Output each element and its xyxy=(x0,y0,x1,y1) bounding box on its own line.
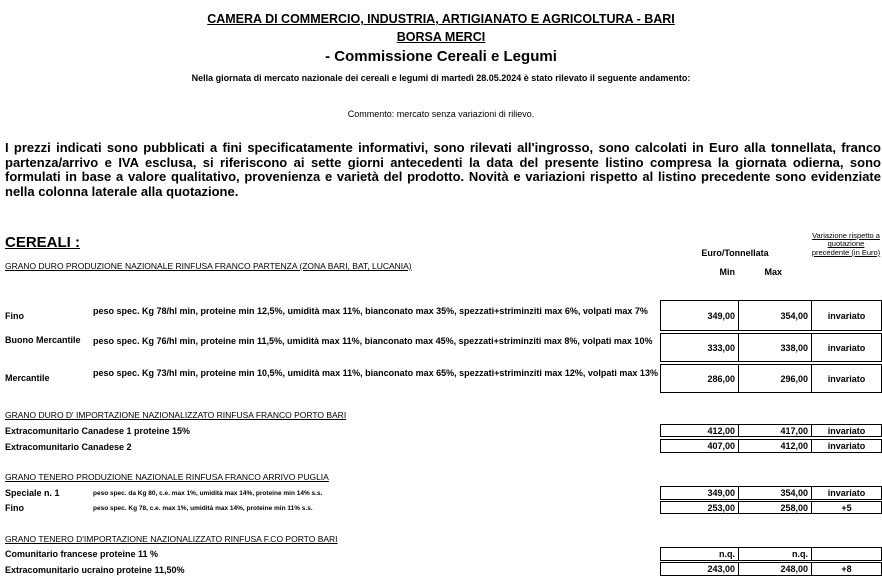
price-variation: invariato xyxy=(811,333,882,362)
section-title-durum-import: GRANO DURO D' IMPORTAZIONE NAZIONALIZZATO RINFUSA FRANCO PORTO BARI xyxy=(5,410,347,420)
price-variation: invariato xyxy=(811,364,882,393)
price-min: 349,00 xyxy=(660,486,738,500)
row-label: Comunitario francese proteine 11 % xyxy=(5,549,159,559)
row-description: peso spec. Kg 73/hl min, proteine min 10,5%, umidità max 11%, bianconato max 65%, spezzati+striminziti max 12%, volpati max 13% xyxy=(93,368,658,378)
variation-header: Variazione rispetto a quotazione precedente (in Euro) xyxy=(811,231,881,257)
row-description: peso spec. da Kg 80, c.e. max 1%, umidità max 14%, proteine min 14% s.s. xyxy=(93,490,323,497)
row-label: Speciale n. 1 xyxy=(5,488,60,498)
section-title-soft-national: GRANO TENERO PRODUZIONE NAZIONALE RINFUSA FRANCO ARRIVO PUGLIA xyxy=(5,472,329,482)
price-min: n.q. xyxy=(660,547,738,561)
price-variation: +8 xyxy=(811,562,882,576)
price-min: 333,00 xyxy=(660,333,738,362)
intro-paragraph: I prezzi indicati sono pubblicati a fini specificatamente informativi, sono rilevati all'ingrosso, sono calcolati in Euro alla tonnellata, franco partenza/arrivo e IVA esclusa, si riferiscono ai sette giorni antecedenti la data del presente listino compresa la giornata odierna, sono formulati in base a valore qualitativo, provenienza e varietà del prodotto. Novità e variazioni rispetto al listino precedente sono evidenziate nella colonna laterale alla quotazione. xyxy=(5,140,881,199)
chamber-title: CAMERA DI COMMERCIO, INDUSTRIA, ARTIGIANATO E AGRICOLTURA - BARI xyxy=(207,12,675,26)
price-min: 253,00 xyxy=(660,501,738,514)
unit-header: Euro/Tonnellata xyxy=(701,248,769,258)
section-title-soft-import: GRANO TENERO D'IMPORTAZIONE NAZIONALIZZATO RINFUSA F.CO PORTO BARI xyxy=(5,534,338,544)
row-label: Extracomunitario Canadese 1 proteine 15% xyxy=(5,426,191,436)
price-min: 286,00 xyxy=(660,364,738,393)
row-label: Extracomunitario Canadese 2 xyxy=(5,442,132,452)
price-max: 412,00 xyxy=(738,439,811,453)
row-description: peso spec. Kg 78/hl min, proteine min 12,5%, umidità max 11%, bianconato max 35%, spezzati+striminziti max 6%, volpati max 7% xyxy=(93,306,648,316)
row-description: peso spec. Kg 76/hl min, proteine min 11,5%, umidità max 11%, bianconato max 45%, spezzati+striminziti max 8%, volpati max 10% xyxy=(93,336,653,346)
price-variation: +5 xyxy=(811,501,882,514)
commission-title: - Commissione Cereali e Legumi xyxy=(325,48,557,65)
price-variation xyxy=(811,547,882,561)
market-comment: Commento: mercato senza variazioni di rilievo. xyxy=(347,109,535,119)
price-max: 417,00 xyxy=(738,424,811,437)
price-max: n.q. xyxy=(738,547,811,561)
price-min: 407,00 xyxy=(660,439,738,453)
borsa-merci-title: BORSA MERCI xyxy=(396,30,486,44)
cereali-heading: CEREALI : xyxy=(5,234,80,251)
max-header: Max xyxy=(764,267,782,277)
price-max: 338,00 xyxy=(738,333,811,362)
price-variation: invariato xyxy=(811,424,882,437)
price-max: 354,00 xyxy=(738,300,811,331)
price-variation: invariato xyxy=(811,300,882,331)
row-label: Mercantile xyxy=(5,373,50,383)
price-variation: invariato xyxy=(811,486,882,500)
price-max: 354,00 xyxy=(738,486,811,500)
price-min: 412,00 xyxy=(660,424,738,437)
row-label: Fino xyxy=(5,503,24,513)
price-max: 258,00 xyxy=(738,501,811,514)
price-variation: invariato xyxy=(811,439,882,453)
market-day-line: Nella giornata di mercato nazionale dei cereali e legumi di martedì 28.05.2024 è stato rilevato il seguente andamento: xyxy=(191,73,691,83)
section-title-durum-national: GRANO DURO PRODUZIONE NAZIONALE RINFUSA FRANCO PARTENZA (ZONA BARI, BAT, LUCANIA) xyxy=(5,261,412,271)
row-label: Extracomunitario ucraino proteine 11,50% xyxy=(5,565,185,575)
price-min: 349,00 xyxy=(660,300,738,331)
row-label: Fino xyxy=(5,311,24,321)
price-max: 248,00 xyxy=(738,562,811,576)
row-label: Buono Mercantile xyxy=(5,335,81,345)
row-description: peso spec. Kg 78, c.e. max 1%, umidità max 14%, proteine min 11% s.s. xyxy=(93,505,313,512)
price-min: 243,00 xyxy=(660,562,738,576)
price-max: 296,00 xyxy=(738,364,811,393)
min-header: Min xyxy=(719,267,735,277)
